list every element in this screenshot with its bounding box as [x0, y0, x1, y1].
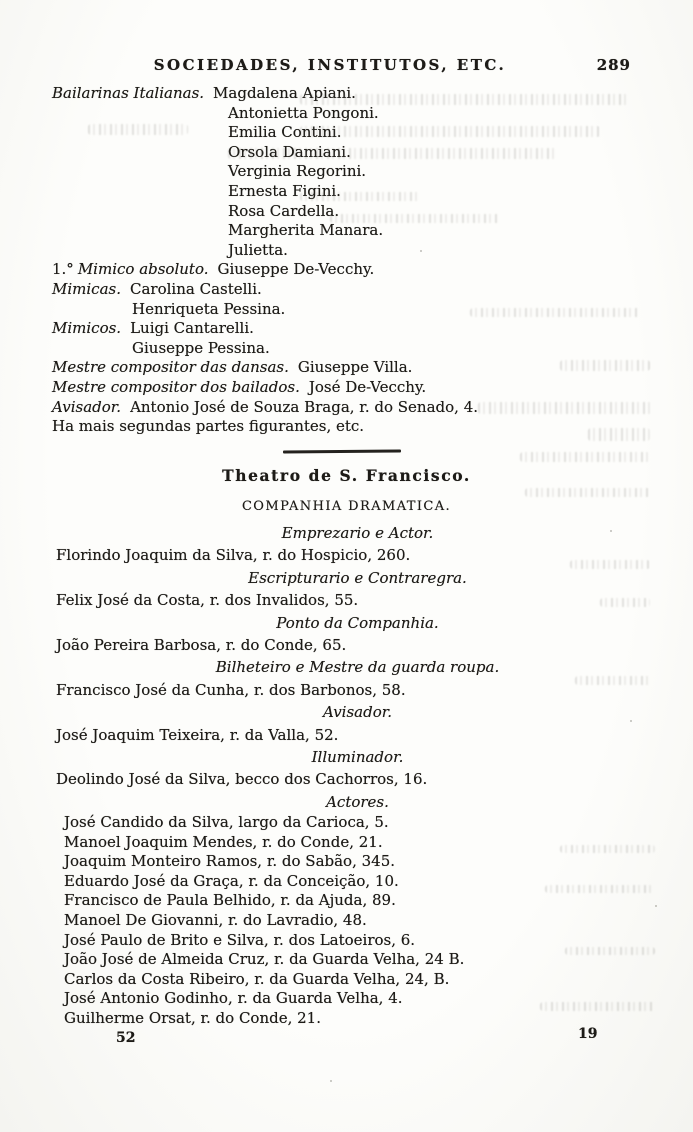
- list-item: [52, 300, 663, 320]
- person-line: João José de Almeida Cruz, r. da Guarda Velha, 24 B.: [64, 950, 465, 969]
- person-line: Francisco José da Cunha, r. dos Barbonos, 58.: [56, 680, 406, 699]
- person-name: Rosa Cardella.: [228, 201, 340, 220]
- person-name: Giuseppe De-Vecchy.: [217, 260, 375, 279]
- person-line: Carlos da Costa Ribeiro, r. da Guarda Velha, 24, B.: [64, 969, 450, 988]
- footer-signature-number: 52: [116, 1030, 136, 1046]
- role-label: Bailarinas Italianas.: [52, 84, 205, 102]
- person-name: José De-Vecchy.: [308, 377, 427, 396]
- list-item: [52, 398, 663, 418]
- list-item: [52, 84, 663, 104]
- list-item: [52, 260, 663, 280]
- person-line: Manoel Joaquim Mendes, r. do Conde, 21.: [64, 832, 383, 851]
- person-name: Magdalena Apiani.: [213, 84, 356, 102]
- list-item: [52, 104, 663, 124]
- running-header: SOCIEDADES, INSTITUTOS, ETC.: [153, 56, 507, 74]
- person-name: Ernesta Figini.: [228, 181, 341, 200]
- list-item: [52, 143, 663, 163]
- person-line: Eduardo José da Graça, r. da Conceição, 10.: [64, 871, 399, 890]
- list-item: [52, 221, 663, 241]
- person-name: Verginia Regorini.: [228, 162, 367, 181]
- list-item: [52, 339, 663, 359]
- role-heading: Escripturario e Contraregra.: [248, 568, 467, 587]
- person-name: Julietta.: [228, 240, 288, 259]
- person-name: Orsola Damiani.: [228, 142, 351, 161]
- person-line: Manoel De Giovanni, r. do Lavradio, 48.: [64, 911, 367, 930]
- person-line: José Paulo de Brito e Silva, r. dos Latoeiros, 6.: [64, 930, 416, 949]
- page-number: 289: [596, 56, 631, 74]
- role-label: Avisador.: [52, 397, 122, 416]
- list-item: [52, 202, 663, 222]
- person-line: Florindo Joaquim da Silva, r. do Hospicio, 260.: [56, 546, 411, 565]
- role-label: Mimico absoluto.: [77, 260, 209, 279]
- section-divider-rule: [283, 449, 401, 453]
- role-heading: Illuminador.: [311, 747, 404, 766]
- role-heading: Ponto da Companhia.: [276, 613, 439, 632]
- theatre-subtitle: COMPANHIA DRAMATICA.: [241, 499, 452, 514]
- list-item: [52, 182, 663, 202]
- person-line: Francisco de Paula Belhido, r. da Ajuda, 89.: [64, 891, 396, 910]
- ballet-list: [52, 84, 663, 437]
- person-name: Henriqueta Pessina.: [132, 299, 286, 318]
- role-label: Mimicos.: [52, 319, 122, 338]
- person-line: Felix José da Costa, r. dos Invalidos, 55.: [56, 591, 359, 610]
- person-name: Giuseppe Villa.: [297, 358, 413, 377]
- person-name: Giuseppe Pessina.: [132, 338, 270, 357]
- role-heading: Avisador.: [322, 703, 393, 722]
- list-item: [52, 417, 663, 437]
- ordinal-prefix: 1.°: [52, 260, 74, 279]
- person-name: Antonietta Pongoni.: [228, 103, 379, 122]
- person-line: João Pereira Barbosa, r. do Conde, 65.: [56, 635, 347, 654]
- list-item: [52, 162, 663, 182]
- role-label: Mestre compositor das dansas.: [52, 358, 289, 377]
- footer-catchword-number: 19: [578, 1026, 598, 1042]
- list-item: [52, 378, 663, 398]
- theatre-entries: [52, 522, 663, 1029]
- list-item: [52, 319, 663, 339]
- theatre-title: Theatro de S. Francisco.: [222, 466, 471, 485]
- person-name: Emilia Contini.: [228, 123, 342, 142]
- person-line: Joaquim Monteiro Ramos, r. do Sabão, 345.: [64, 852, 396, 871]
- person-line: Guilherme Orsat, r. do Conde, 21.: [64, 1009, 321, 1028]
- person-name: Ha mais segundas partes figurantes, etc.: [52, 417, 365, 436]
- list-item: [52, 241, 663, 261]
- person-line: Deolindo José da Silva, becco dos Cachorros, 16.: [56, 770, 428, 789]
- role-heading: Emprezario e Actor.: [281, 524, 434, 542]
- role-heading: Actores.: [326, 792, 389, 811]
- person-name: Carolina Castelli.: [130, 279, 262, 298]
- scan-artifact: [525, 488, 650, 497]
- list-item: [52, 123, 663, 143]
- role-label: Mestre compositor dos bailados.: [52, 377, 300, 396]
- scan-artifact: [520, 452, 650, 462]
- person-name: Luigi Cantarelli.: [130, 319, 254, 338]
- role-heading: Bilheteiro e Mestre da guarda roupa.: [215, 658, 500, 677]
- person-line: José Antonio Godinho, r. da Guarda Velha, 4.: [64, 989, 403, 1008]
- person-name: Antonio José de Souza Braga, r. do Senado, 4.: [130, 397, 478, 416]
- person-line: José Candido da Silva, largo da Carioca, 5.: [64, 813, 389, 832]
- role-label: Mimicas.: [52, 279, 121, 298]
- list-item: [52, 358, 663, 378]
- person-name: Margherita Manara.: [228, 221, 384, 240]
- person-line: José Joaquim Teixeira, r. da Valla, 52.: [56, 725, 339, 744]
- list-item: [52, 280, 663, 300]
